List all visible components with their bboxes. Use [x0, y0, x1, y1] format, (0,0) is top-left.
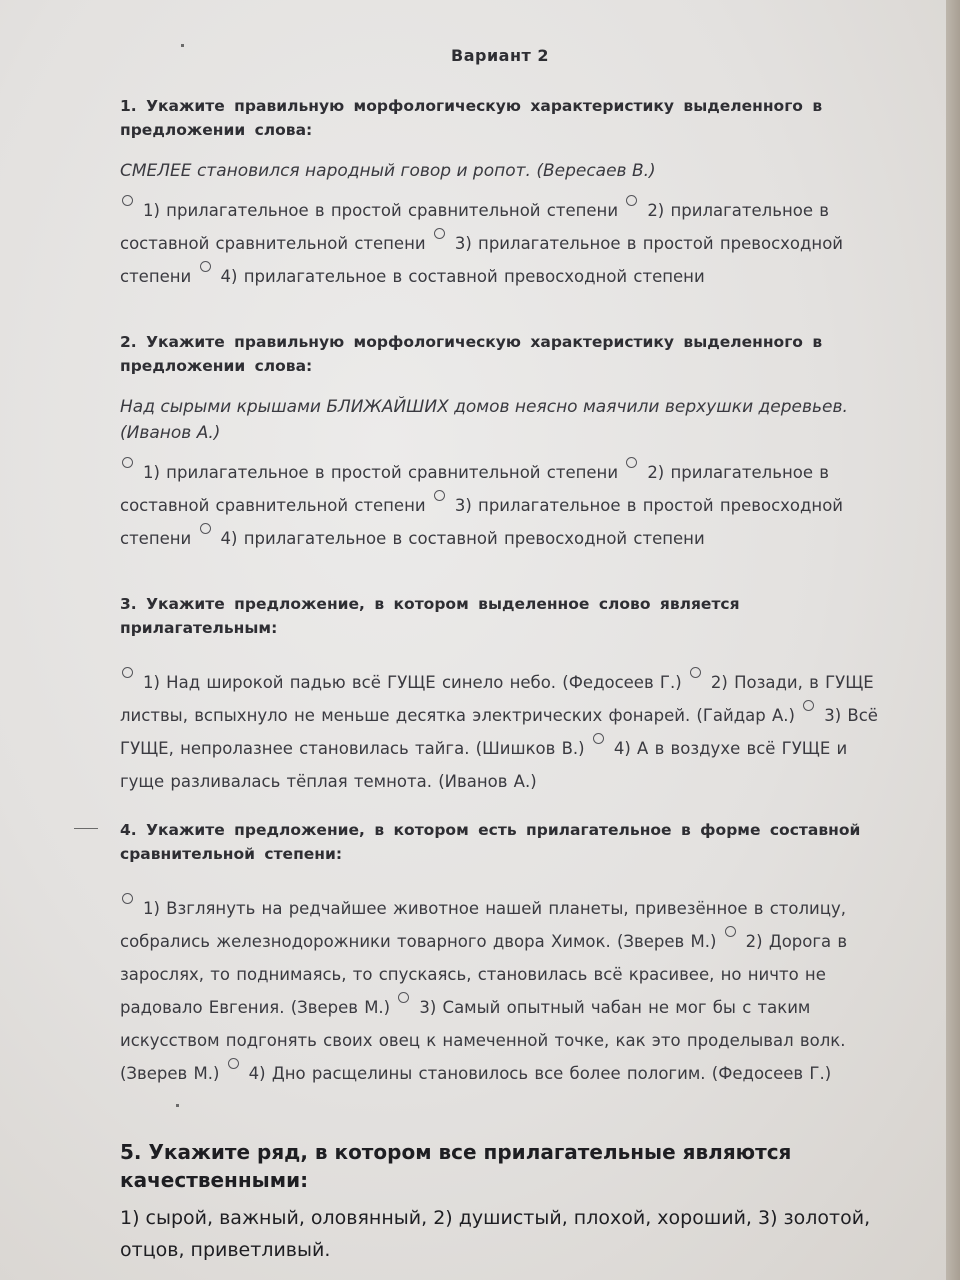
- paper-edge: [946, 0, 960, 1280]
- radio-q2-opt4[interactable]: [200, 523, 211, 534]
- question-5-heading: 5. Укажите ряд, в котором все прилагательные являются качественными:: [120, 1140, 792, 1192]
- pen-mark: [181, 44, 184, 47]
- question-1: [120, 94, 880, 293]
- option-label: 2) Позади, в ГУЩЕ листвы, вспыхнуло не меньше десятка электрических фонарей. (Гайдар А.): [120, 673, 874, 725]
- question-3: [120, 592, 880, 798]
- radio-q2-opt3[interactable]: [434, 490, 445, 501]
- option-label: 1) Над широкой падью всё ГУЩЕ синело небо. (Федосеев Г.): [143, 673, 682, 692]
- radio-q1-opt2[interactable]: [626, 195, 637, 206]
- option-label: 3) Самый опытный чабан не мог бы с таким искусством подгонять своих овец к намеченной точке, как это проделывал волк. (Зверев М.): [120, 998, 846, 1083]
- option-label: 4) А в воздухе всё ГУЩЕ и гуще разливалась тёплая темнота. (Иванов А.): [120, 739, 848, 791]
- question-1-heading: 1. Укажите правильную морфологическую характеристику выделенного в предложении слова:: [120, 97, 823, 139]
- option-label: 1) прилагательное в простой сравнительной степени: [143, 463, 619, 482]
- radio-q4-opt4[interactable]: [228, 1058, 239, 1069]
- question-3-options: [120, 666, 880, 798]
- page-title: Вариант 2: [451, 46, 549, 65]
- radio-q1-opt1[interactable]: [122, 195, 133, 206]
- question-2: [120, 330, 880, 555]
- question-4-heading: 4. Укажите предложение, в котором есть прилагательное в форме составной сравнительной степени:: [120, 821, 861, 863]
- radio-q3-opt4[interactable]: [593, 733, 604, 744]
- radio-q3-opt1[interactable]: [122, 667, 133, 678]
- option-label: 4) Дно расщелины становилось все более пологим. (Федосеев Г.): [248, 1064, 832, 1083]
- option-label: 4) прилагательное в составной превосходной степени: [220, 267, 705, 286]
- radio-q1-opt3[interactable]: [434, 228, 445, 239]
- option-label: 3) прилагательное в простой превосходной степени: [120, 496, 844, 548]
- radio-q1-opt4[interactable]: [200, 261, 211, 272]
- question-1-options: [120, 194, 880, 293]
- radio-q4-opt3[interactable]: [398, 992, 409, 1003]
- question-2-heading: 2. Укажите правильную морфологическую характеристику выделенного в предложении слова:: [120, 333, 823, 375]
- option-label: 1) прилагательное в простой сравнительной степени: [143, 201, 619, 220]
- radio-q2-opt2[interactable]: [626, 457, 637, 468]
- option-label: 2) Дорога в зарослях, то поднимаясь, то спускаясь, становилась всё красивее, но ничто не радовало Евгения. (Зверев М.): [120, 932, 848, 1017]
- option-label: 2) прилагательное в составной сравнительной степени: [120, 463, 829, 515]
- option-label: 2) прилагательное в составной сравнительной степени: [120, 201, 829, 253]
- radio-q4-opt1[interactable]: [122, 893, 133, 904]
- radio-q3-opt2[interactable]: [690, 667, 701, 678]
- radio-q2-opt1[interactable]: [122, 457, 133, 468]
- pen-mark: [74, 828, 98, 829]
- option-label: 3) прилагательное в простой превосходной степени: [120, 234, 844, 286]
- question-3-heading: 3. Укажите предложение, в котором выделенное слово является прилагательным:: [120, 595, 740, 637]
- question-2-options: [120, 456, 880, 555]
- pen-mark: [176, 1104, 179, 1107]
- question-4-options: [120, 892, 880, 1090]
- radio-q4-opt2[interactable]: [725, 926, 736, 937]
- option-label: 1) Взглянуть на редчайшее животное нашей планеты, привезённое в столицу, собрались железнодорожники товарного двора Химок. (Зверев М.): [120, 899, 846, 951]
- option-label: 4) прилагательное в составной превосходной степени: [220, 529, 705, 548]
- question-1-sentence: СМЕЛЕЕ становился народный говор и ропот. (Вересаев В.): [120, 161, 656, 181]
- question-4: [120, 818, 880, 1090]
- question-5: [120, 1138, 900, 1266]
- question-2-sentence: Над сырыми крышами БЛИЖАЙШИХ домов неясно маячили верхушки деревьев. (Иванов А.): [120, 397, 848, 443]
- option-label: 3) Всё ГУЩЕ, непролазнее становилась тайга. (Шишков В.): [120, 706, 878, 758]
- question-5-options: 1) сырой, важный, оловянный, 2) душистый, плохой, хороший, 3) золотой, отцов, приветливый.: [120, 1207, 871, 1261]
- radio-q3-opt3[interactable]: [803, 700, 814, 711]
